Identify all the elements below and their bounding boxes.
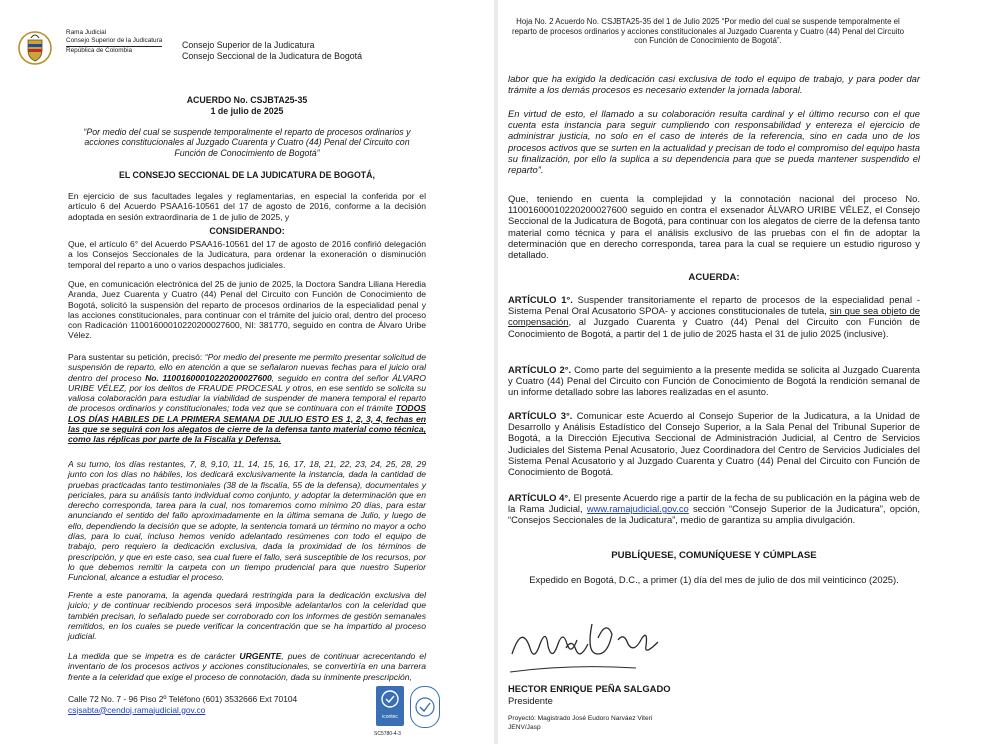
recital-3-case-number: No. 11001600010220200027600 bbox=[145, 372, 272, 383]
recital-3-quote: “Por medio del presente me permito presentar solicitud de suspensión de reparto, ello en atención a que se señalaron nuevas fechas para el juicio oral dentro del proceso bbox=[68, 352, 426, 383]
handwritten-signature bbox=[506, 614, 666, 682]
recital-6-text-cont: , pues de continuar acrecentando el inventario de los procesos activos y acciones constitucionales, se convertiría en una barrera frente a la celeridad que exige el proceso de connotación, dada su inminente prescripción, bbox=[68, 651, 426, 682]
recital-final: Que, teniendo en cuenta la complejidad y la connotación nacional del proceso No. 11001600010220200027600 seguido en contra el exsenador ÁLVARO URIBE VÉLEZ, el Consejo Seccional de la Judicatura de Bogotá, para continuar con los alegatos de cierre de la defensa tanto material como técnica y para el análisis exclusivo de las pruebas con el fin de adoptar la determinación que en derecho corresponda, tarea para la cual se requiere un estudio riguroso y detallado. bbox=[508, 193, 920, 261]
drafted-by: Proyectó: Magistrado José Eudoro Narváez Viteri bbox=[508, 715, 653, 722]
acuerda-heading: ACUERDA: bbox=[688, 272, 740, 283]
quote-paragraph: En virtud de esto, el llamado a su colaboración resulta cardinal y el último recurso con el que cuenta esta instancia para seguir cumpliendo con responsabilidad y entereza el ejercicio de administrar justicia, no solo en el caso de interés de la referencia, sino en cada uno de los procesos activos que se surten en la actualidad y precisan de todo el compromiso del equipo hasta su finalización, por ello la suplica a su dependencia para que se pueda mantener suspendido el reparto”. bbox=[508, 108, 920, 176]
expedido: Expedido en Bogotá, D.C., a primer (1) día del mes de julio de dos mil veinticinco (2025). bbox=[529, 574, 899, 585]
page-2 bbox=[498, 0, 992, 744]
quote-continuation: labor que ha exigido la dedicación casi exclusiva de todo el equipo de trabajo, y para poder dar trámite a los demás procesos es necesario extender la jornada laboral. bbox=[508, 73, 920, 96]
signer-name: HECTOR ENRIQUE PEÑA SALGADO bbox=[508, 683, 671, 694]
recital-6 bbox=[68, 651, 426, 682]
certification-seal-icon bbox=[410, 686, 440, 728]
running-head: Hoja No. 2 Acuerdo No. CSJBTA25-35 del 1 de Julio 2025 “Por medio del cual se suspende temporalmente el reparto de procesos ordinarios y acciones constitucionales al Juzgado Cuarenta y Cuatro (44) Penal del Circuito con Función de Conocimiento de Bogotá”. bbox=[511, 17, 905, 46]
article-3-text: Comunicar este Acuerdo al Consejo Superior de la Judicatura, a la Unidad de Desarrollo y Análisis Estadístico del Consejo Superior, a la Sala Penal del Tribunal Superior de Bogotá, a la Dirección Ejecutiva Seccional de Administración Judicial, al Centro de Servicios Judiciales del Sistema Penal Acusatorio, Juez Coordinadora del Centro de Servicios Judiciales del Sistema Penal Acusatorio y al Juzgado Cuarenta y Cuatro (44) Penal del Circuito con Función de Conocimiento de Bogotá. bbox=[508, 410, 920, 478]
cert-label: icontec bbox=[382, 714, 398, 720]
certification-icon bbox=[376, 686, 404, 712]
recital-2: Que, en comunicación electrónica del 25 de junio de 2025, la Doctora Sandra Liliana Heredia Aranda, Juez Cuarenta y Cuatro (44) Penal del Circuito con Función de Conocimiento de Bogotá, solicitó la suspensión del reparto de procesos ordinarios de la especialidad penal y las acciones constitucionales, para continuar con el trámite del juicio oral, dentro del proceso con Radicación 11001600010220200027600, NI: 381770, seguido en contra de Álvaro Uribe Vélez. bbox=[68, 279, 426, 341]
recital-4: A su turno, los días restantes, 7, 8, 9,10, 11, 14, 15, 16, 17, 18, 21, 22, 23, 24, 25, 28, 29 junto con los días no hábiles, los dedicará exclusivamente la instancia, dada la cantidad de pruebas practicadas tanto testimoniales (38 de la fiscalía, 55 de la defensa), documentales y periciales, para su análisis tanto individual como conjunto, y adoptar la determinación que en derecho corresponda, tarea para la cual, nos tomaremos como mínimo 20 días, para estar anunciando el sentido del fallo aproximadamente en la última semana de Julio, y luego de ello, dependiendo la decisión que se adopte, la sentencia tomará un término no mayor a ocho días, para lo cual, incluso hemos venido adelantado resúmenes con todo el equipo de trabajo, pero requiero la dedicación exclusiva, dada la proximidad de los términos de prescripción, y que en este caso, sea cual fuere el fallo, será susceptible de los recursos, por lo que debemos remitir la carpeta con un tiempo prudencial para que nuestro Superior Funcional, alcance a estudiar el proceso. bbox=[68, 459, 426, 583]
signer-role: Presidente bbox=[508, 695, 553, 706]
recital-3-dates: TODOS LOS DÍAS HABILES DE LA PRIMERA SEMANA DE JULIO ESTO ES 1, 2, 3, 4, fechas en las que se seguirá con los alegatos de cierre de la defensa tanto material como técnica, como las réplicas por parte de la Fiscalía y Defensa. bbox=[68, 403, 426, 445]
entity-line: Rama Judicial bbox=[66, 29, 107, 36]
agreement-number: ACUERDO No. CSJBTA25-35 bbox=[186, 95, 308, 105]
article-3 bbox=[508, 410, 920, 477]
entity-block bbox=[66, 29, 162, 55]
article-1-underline: sin que sea objeto de compensación bbox=[508, 305, 920, 328]
preamble: En ejercicio de sus facultades legales y reglamentarias, en especial la conferida por el artículo 6 del Acuerdo PSAA16-10561 del 17 de agosto de 2016, conforme a la decisión adoptada en sesión extraordinaria de 1 de julio de 2025, y bbox=[68, 191, 426, 222]
entity-line: República de Colombia bbox=[66, 47, 133, 54]
recital-3 bbox=[68, 352, 426, 445]
article-1 bbox=[508, 294, 920, 339]
article-4-heading: ARTÍCULO 4°. bbox=[508, 492, 571, 503]
article-1-text: Suspender transitoriamente el reparto de procesos de la especialidad penal -Sistema Penal Oral Acusatorio SPOA- y acciones constitucionales de tutela, bbox=[508, 294, 920, 317]
ramajudicial-link[interactable]: www.ramajudicial.gov.co bbox=[586, 503, 689, 515]
footer-email-link[interactable]: csjsabta@cendoj.ramajudicial.gov.co bbox=[68, 704, 206, 715]
issuer: EL CONSEJO SECCIONAL DE LA JUDICATURA DE BOGOTÁ, bbox=[119, 170, 375, 180]
recital-5: Frente a este panorama, la agenda quedará restringida para la dedicación exclusiva del juicio; y de continuar recibiendo procesos será imposible adelantarlos con la celeridad que también precisan, lo señalado puede ser corroborado con los informes de gestión semanales remitidos, en los cuales se puede verificar la concentración que se ha impartido al proceso judicial. bbox=[68, 590, 426, 642]
recital-6-text: La medida que se impetra es de carácter bbox=[68, 651, 240, 661]
article-2 bbox=[508, 364, 920, 398]
recital-3-intro: Para sustentar su petición, precisó: bbox=[68, 352, 205, 362]
article-2-text: Como parte del seguimiento a la presente medida se solicita al Juzgado Cuarenta y Cuatro (44) Penal del Circuito con Función de Conocimiento de Bogotá la rendición semanal de un informe detallado sobre las labores realizadas en el asunto. bbox=[508, 364, 921, 398]
article-4-text-cont: sección “Consejo Superior de la Judicatura”, opción, “Consejos Seccionales de la Judicatura”, medio de garantiza su amplia divulgación. bbox=[508, 503, 920, 526]
page-1 bbox=[0, 0, 494, 744]
article-3-heading: ARTÍCULO 3°. bbox=[508, 410, 573, 421]
article-2-heading: ARTÍCULO 2°. bbox=[508, 364, 572, 375]
council-header bbox=[182, 40, 362, 61]
agreement-subject: “Por medio del cual se suspende temporalmente el reparto de procesos ordinarios y acciones constitucionales al Juzgado Cuarenta y Cuatro (44) Penal del Circuito con Función de Conocimiento de Bogotá” bbox=[83, 127, 411, 158]
icontec-badge bbox=[376, 686, 404, 726]
footer bbox=[68, 694, 297, 715]
footer-address: Calle 72 No. 7 - 96 Piso 2º Teléfono (601) 3532666 Ext 70104 bbox=[68, 694, 298, 704]
article-4-text: El presente Acuerdo rige a partir de la fecha de su publicación en la página web de la Rama Judicial, bbox=[508, 492, 920, 515]
agreement-title bbox=[68, 95, 426, 116]
entity-line: Consejo Superior de la Judicatura bbox=[66, 37, 162, 47]
council-line: Consejo Seccional de la Judicatura de Bogotá bbox=[182, 50, 362, 61]
recital-3-quote-cont: , seguido en contra del señor ÁLVARO URIBE VÉLEZ, por los delitos de FRAUDE PROCESAL y otros, en ese sentido se solicita su valiosa colaboración para estudiar la viabilidad de suspender de manera temporal el reparto de procesos ordinarios y constitucionales; toda vez que se continuara con el trámite bbox=[68, 372, 426, 414]
council-line: Consejo Superior de la Judicatura bbox=[182, 40, 315, 50]
agreement-date: 1 de julio de 2025 bbox=[210, 105, 284, 116]
recital-1: Que, el artículo 6° del Acuerdo PSAA16-10561 del 17 de agosto de 2016 confirió delegación a los Consejos Seccionales de la Judicatura, para ordenar la exoneración o disminución temporal del reparto a uno o varios despachos judiciales. bbox=[68, 239, 426, 270]
considerando-heading: CONSIDERANDO: bbox=[209, 226, 285, 236]
publiquese: PUBLÍQUESE, COMUNÍQUESE Y CÚMPLASE bbox=[611, 550, 817, 561]
initials: JENV/Jasp bbox=[508, 724, 541, 731]
article-4 bbox=[508, 492, 920, 526]
article-1-heading: ARTÍCULO 1°. bbox=[508, 294, 573, 305]
article-1-text-cont: , al Juzgado Cuarenta y Cuatro (44) Penal del Circuito con Función de Conocimiento de Bogotá, a partir del 1 de julio de 2025 hasta el 31 de julio 2025 (inclusive). bbox=[508, 316, 920, 339]
recital-6-urgent: URGENTE bbox=[239, 651, 282, 661]
coat-of-arms-icon bbox=[18, 26, 52, 70]
cert-code: SC5780-4-3 bbox=[374, 731, 401, 737]
